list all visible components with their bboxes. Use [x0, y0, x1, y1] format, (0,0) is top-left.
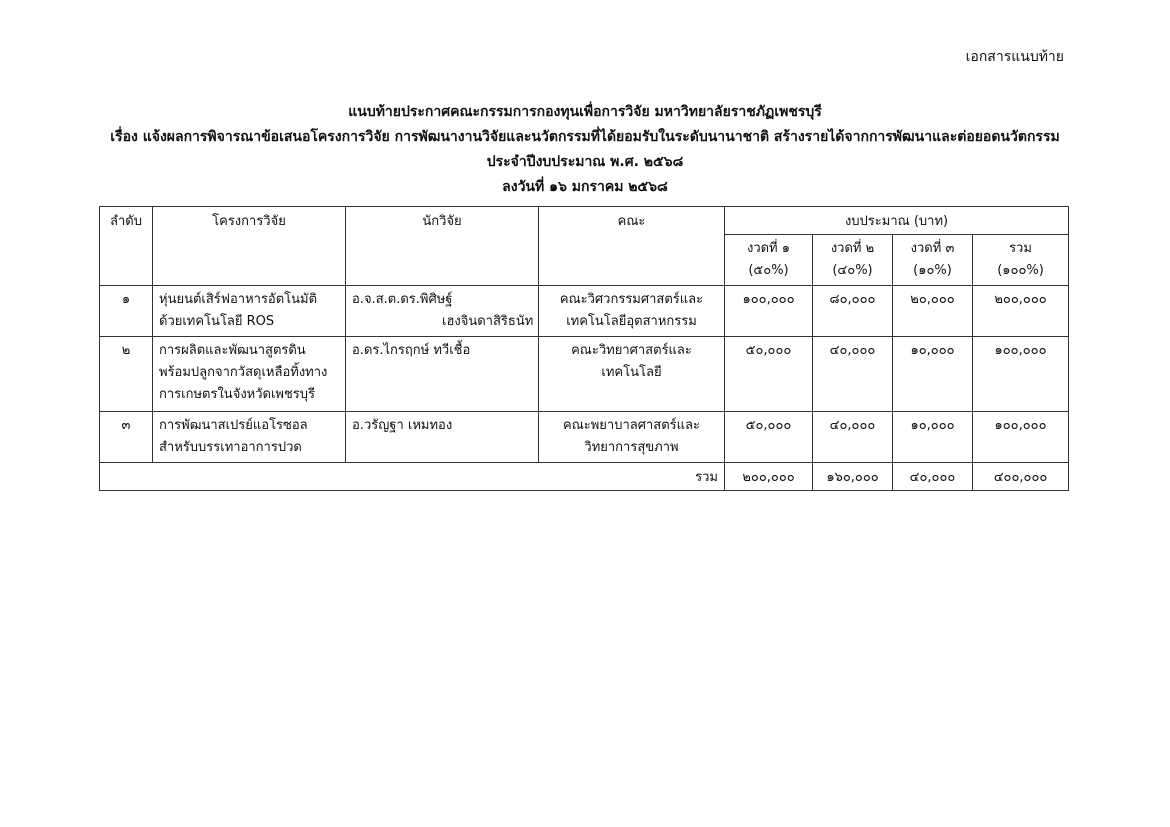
row-project: [153, 337, 346, 412]
row-period-3: ๑๐,๐๐๐: [893, 412, 973, 463]
header-period-1: [725, 235, 813, 286]
row-period-3: ๒๐,๐๐๐: [893, 286, 973, 337]
researcher-line: อ.จ.ส.ต.ดร.พิศิษฐ์: [352, 292, 453, 307]
attachment-label: เอกสารแนบท้าย: [965, 49, 1064, 65]
faculty-line: เทคโนโลยี: [601, 365, 662, 380]
project-line: การเกษตรในจังหวัดเพชรบุรี: [159, 387, 316, 402]
header-total-pct: (๑๐๐%): [997, 263, 1044, 278]
header-line-announcement: แนบท้ายประกาศคณะกรรมการกองทุนเพื่อการวิจัย มหาวิทยาลัยราชภัฏเพชรบุรี: [348, 104, 822, 120]
row-faculty: [539, 337, 725, 412]
row-researcher: [346, 286, 539, 337]
header-period-1-pct: (๕๐%): [748, 263, 789, 278]
project-line: สำหรับบรรเทาอาการปวด: [159, 440, 302, 455]
header-period-2-label: งวดที่ ๒: [830, 241, 875, 256]
total-grand: ๔๐๐,๐๐๐: [973, 463, 1069, 491]
faculty-line: เทคโนโลยีอุตสาหกรรม: [566, 314, 697, 329]
header-no: ลำดับ: [100, 207, 153, 286]
faculty-line: คณะพยาบาลศาสตร์และ: [563, 418, 700, 433]
row-project: [153, 412, 346, 463]
row-period-1: ๕๐,๐๐๐: [725, 412, 813, 463]
row-no: ๒: [100, 337, 153, 412]
table-header-row: [100, 207, 1069, 235]
header-total: [973, 235, 1069, 286]
header-period-2-pct: (๔๐%): [832, 263, 873, 278]
row-period-3: ๑๐,๐๐๐: [893, 337, 973, 412]
row-researcher: [346, 412, 539, 463]
total-period-2: ๑๖๐,๐๐๐: [813, 463, 893, 491]
table-row: [100, 412, 1069, 463]
header-period-2: [813, 235, 893, 286]
budget-table: [99, 206, 1069, 491]
project-line: ด้วยเทคโนโลยี ROS: [159, 314, 275, 329]
row-no: ๓: [100, 412, 153, 463]
row-total: ๑๐๐,๐๐๐: [973, 412, 1069, 463]
researcher-line: อ.วรัญฐา เหมทอง: [352, 418, 453, 433]
total-period-1: ๒๐๐,๐๐๐: [725, 463, 813, 491]
project-line: พร้อมปลูกจากวัสดุเหลือทิ้งทาง: [159, 365, 328, 380]
researcher-line: อ.ดร.ไกรฤกษ์ ทวีเชื้อ: [352, 343, 471, 358]
faculty-line: วิทยาการสุขภาพ: [584, 440, 679, 455]
header-period-3: [893, 235, 973, 286]
header-project: โครงการวิจัย: [153, 207, 346, 286]
project-line: การผลิตและพัฒนาสูตรดิน: [159, 343, 306, 358]
table-total-row: [100, 463, 1069, 491]
header-total-label: รวม: [1009, 241, 1032, 256]
row-period-2: ๔๐,๐๐๐: [813, 337, 893, 412]
project-line: การพัฒนาสเปรย์แอโรซอล: [159, 418, 308, 433]
row-total: ๑๐๐,๐๐๐: [973, 337, 1069, 412]
project-line: หุ่นยนต์เสิร์ฟอาหารอัตโนมัติ: [159, 292, 318, 307]
header-faculty: คณะ: [539, 207, 725, 286]
row-period-2: ๔๐,๐๐๐: [813, 412, 893, 463]
row-total: ๒๐๐,๐๐๐: [973, 286, 1069, 337]
table-row: [100, 286, 1069, 337]
header-line-fiscal-year: ประจำปีงบประมาณ พ.ศ. ๒๕๖๘: [486, 154, 684, 170]
document-header: [0, 100, 1170, 200]
faculty-line: คณะวิทยาศาสตร์และ: [571, 343, 692, 358]
table-row: [100, 337, 1069, 412]
header-period-3-pct: (๑๐%): [913, 263, 952, 278]
researcher-line: เฮงจินดาสิริธนัท: [442, 314, 534, 329]
header-period-1-label: งวดที่ ๑: [746, 241, 791, 256]
row-project: [153, 286, 346, 337]
row-period-2: ๘๐,๐๐๐: [813, 286, 893, 337]
row-faculty: [539, 412, 725, 463]
header-period-3-label: งวดที่ ๓: [910, 241, 955, 256]
row-faculty: [539, 286, 725, 337]
faculty-line: คณะวิศวกรรมศาสตร์และ: [559, 292, 704, 307]
header-line-subject: เรื่อง แจ้งผลการพิจารณาข้อเสนอโครงการวิจัย การพัฒนางานวิจัยและนวัตกรรมที่ได้ยอมรับในระดับนานาชาติ สร้างรายได้จากการพัฒนาและต่อยอดนวัตกรรม: [110, 129, 1060, 145]
total-label: รวม: [100, 463, 725, 491]
header-researcher: นักวิจัย: [346, 207, 539, 286]
row-no: ๑: [100, 286, 153, 337]
row-period-1: ๑๐๐,๐๐๐: [725, 286, 813, 337]
row-period-1: ๕๐,๐๐๐: [725, 337, 813, 412]
header-line-date: ลงวันที่ ๑๖ มกราคม ๒๕๖๘: [502, 179, 668, 195]
header-budget: งบประมาณ (บาท): [725, 207, 1069, 235]
total-period-3: ๔๐,๐๐๐: [893, 463, 973, 491]
row-researcher: [346, 337, 539, 412]
